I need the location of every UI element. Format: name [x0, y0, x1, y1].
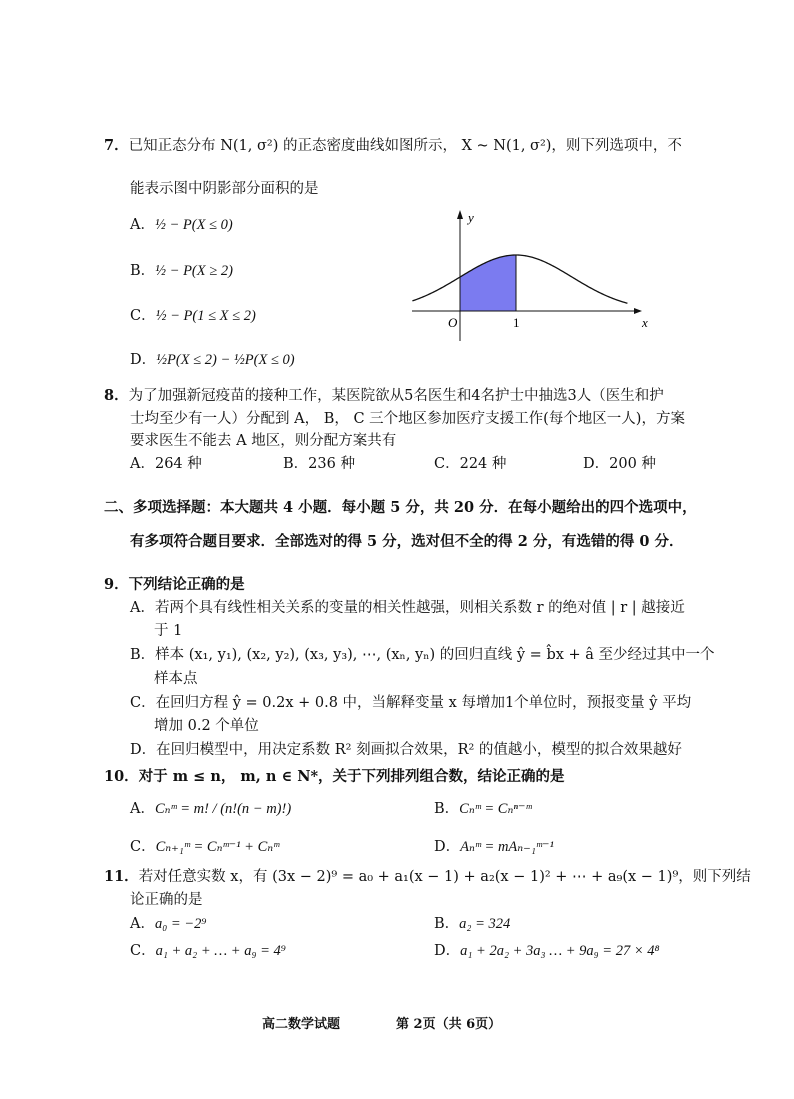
q8-number: 8． — [104, 387, 129, 404]
q10-line1 — [104, 765, 565, 786]
q8-stem-line2: 士均至少有一人）分配到 A， B， C 三个地区参加医疗支援工作(每个地区一人)，方案 — [130, 411, 685, 427]
q7-option-d-text: ½P(X ≤ 2) − ½P(X ≤ 0) — [156, 352, 295, 368]
shaded-area — [460, 255, 516, 311]
q11-number: 11． — [104, 868, 139, 885]
q7-option-a — [130, 213, 233, 234]
q8-option-b-label: B． — [283, 456, 309, 472]
q7-option-b — [130, 259, 233, 280]
q8-option-c-label: C． — [434, 456, 460, 472]
q9-option-c-line1: 在回归方程 ŷ = 0.2x + 0.8 中，当解释变量 x 每增加1个单位时，预报变量 ŷ 平均 — [155, 695, 692, 711]
q7-option-c-label: C． — [130, 308, 156, 324]
q9-line1 — [104, 573, 245, 594]
q8-stem-line1: 为了加强新冠疫苗的接种工作，某医院欲从5名医生和4名护士中抽选3人（医生和护 — [128, 388, 664, 404]
y-axis-arrow — [457, 210, 463, 219]
q11-option-d-text: a₁ + 2a₂ + 3a₃ … + 9a₉ = 27 × 4⁸ — [460, 943, 660, 959]
q7-stem-line1: 已知正态分布 N(1, σ²) 的正态密度曲线如图所示， X ~ N(1, σ²)，则下列选项中，不 — [128, 138, 682, 154]
footer-page: 第 2页（共 6页） — [396, 1017, 502, 1032]
q10-option-b-text: Cₙᵐ = Cₙⁿ⁻ᵐ — [459, 801, 532, 817]
footer-title: 高二数学试题 — [262, 1017, 341, 1032]
q9-option-a-label: A． — [130, 600, 155, 616]
q8-option-a-label: A． — [130, 456, 155, 472]
q10-option-d-label: D． — [434, 839, 461, 855]
tick-label-1: 1 — [513, 315, 520, 330]
q8-option-a — [130, 452, 202, 473]
q8-line1 — [104, 384, 664, 405]
q7-option-d-label: D． — [130, 352, 157, 368]
q9-option-a — [130, 596, 685, 617]
q10-option-a — [130, 797, 291, 818]
q9-option-b-line2: 样本点 — [154, 671, 198, 687]
section2-line2: 有多项符合题目要求．全部选对的得 5 分，选对但不全的得 2 分，有选错的得 0 分． — [130, 533, 684, 550]
q8-option-b-text: 236 种 — [308, 456, 355, 472]
q7-line1 — [104, 134, 682, 155]
q9-option-b-label: B． — [130, 647, 156, 663]
q7-option-d — [130, 348, 295, 369]
q11-stem-line2: 论正确的是 — [130, 892, 203, 908]
origin-label: O — [448, 315, 458, 330]
q9-option-b — [130, 643, 715, 664]
q9-option-d-line1: 在回归模型中，用决定系数 R² 刻画拟合效果，R² 的值越小，模型的拟合效果越好 — [156, 742, 682, 758]
q10-option-c-text: Cₙ₊₁ᵐ = Cₙᵐ⁻¹ + Cₙᵐ — [155, 839, 280, 855]
q11-option-d-label: D． — [434, 943, 461, 959]
q9-option-d — [130, 738, 682, 759]
density-curve — [412, 255, 627, 303]
q11-option-c-label: C． — [130, 943, 156, 959]
q7-option-c-text: ½ − P(1 ≤ X ≤ 2) — [155, 308, 256, 324]
q11-option-a — [130, 912, 206, 933]
y-axis-label: y — [468, 210, 474, 225]
q10-option-d — [434, 835, 554, 856]
q11-option-b-text: a₂ = 324 — [459, 916, 511, 932]
x-axis-arrow — [634, 308, 642, 314]
q7-option-c — [130, 304, 256, 325]
q9-option-c — [130, 691, 691, 712]
q10-option-b-label: B． — [434, 801, 460, 817]
q11-option-a-label: A． — [130, 916, 155, 932]
q9-option-c-line2: 增加 0.2 个单位 — [154, 718, 259, 734]
q7-option-a-text: ½ − P(X ≤ 0) — [154, 217, 233, 233]
q9-option-a-line1: 若两个具有线性相关关系的变量的相关性越强，则相关系数 r 的绝对值 | r | 越接近 — [154, 600, 685, 616]
q8-option-b — [283, 452, 355, 473]
q8-option-d-text: 200 种 — [609, 456, 656, 472]
q9-option-a-line2: 于 1 — [154, 623, 183, 639]
q10-option-c-label: C． — [130, 839, 156, 855]
normal-density-figure — [412, 205, 652, 345]
q11-option-a-text: a₀ = −2⁹ — [154, 916, 207, 932]
q9-stem: 下列结论正确的是 — [128, 576, 245, 593]
q7-stem-line2: 能表示图中阴影部分面积的是 — [130, 181, 319, 197]
q7-option-a-label: A． — [130, 217, 155, 233]
q11-option-b — [434, 912, 510, 933]
q10-number: 10． — [104, 768, 139, 785]
q11-option-c — [130, 939, 286, 960]
q11-option-c-text: a₁ + a₂ + … + a₉ = 4⁹ — [155, 943, 286, 959]
q8-stem-line3: 要求医生不能去 A 地区，则分配方案共有 — [130, 433, 397, 449]
section2-line1: 二、多项选择题：本大题共 4 小题．每小题 5 分，共 20 分．在每小题给出的四个选项中， — [104, 499, 697, 516]
q7-option-b-label: B． — [130, 263, 156, 279]
q10-option-a-label: A． — [130, 801, 155, 817]
q11-stem-line1: 若对任意实数 x，有 (3x − 2)⁹ = a₀ + a₁(x − 1) + a₂(x − 1)² + ⋯ + a₉(x − 1)⁹，则下列结 — [138, 869, 751, 885]
q11-option-b-label: B． — [434, 916, 460, 932]
q10-option-d-text: Aₙᵐ = mAₙ₋₁ᵐ⁻¹ — [460, 839, 554, 855]
x-axis-label: x — [642, 315, 648, 330]
q10-option-a-text: Cₙᵐ = m! / (n!(n − m)!) — [154, 801, 292, 817]
q11-option-d — [434, 939, 660, 960]
q7-number: 7． — [104, 137, 129, 154]
q8-option-a-text: 264 种 — [154, 456, 202, 472]
q8-option-c — [434, 452, 506, 473]
q8-option-d-label: D． — [583, 456, 610, 472]
q9-option-c-label: C． — [130, 695, 156, 711]
q9-option-b-line1: 样本 (x₁, y₁), (x₂, y₂), (x₃, y₃), ⋯, (xₙ, yₙ) 的回归直线 ŷ = b̂x + â 至少经过其中一个 — [155, 647, 715, 663]
q10-option-b — [434, 797, 532, 818]
q11-line1 — [104, 865, 751, 886]
q7-option-b-text: ½ − P(X ≥ 2) — [155, 263, 233, 279]
q9-number: 9． — [104, 576, 129, 593]
q10-option-c — [130, 835, 279, 856]
q9-option-d-label: D． — [130, 742, 157, 758]
q8-option-c-text: 224 种 — [459, 456, 507, 472]
q8-option-d — [583, 452, 656, 473]
q10-stem: 对于 m ≤ n， m, n ∈ N*，关于下列排列组合数，结论正确的是 — [138, 768, 565, 785]
